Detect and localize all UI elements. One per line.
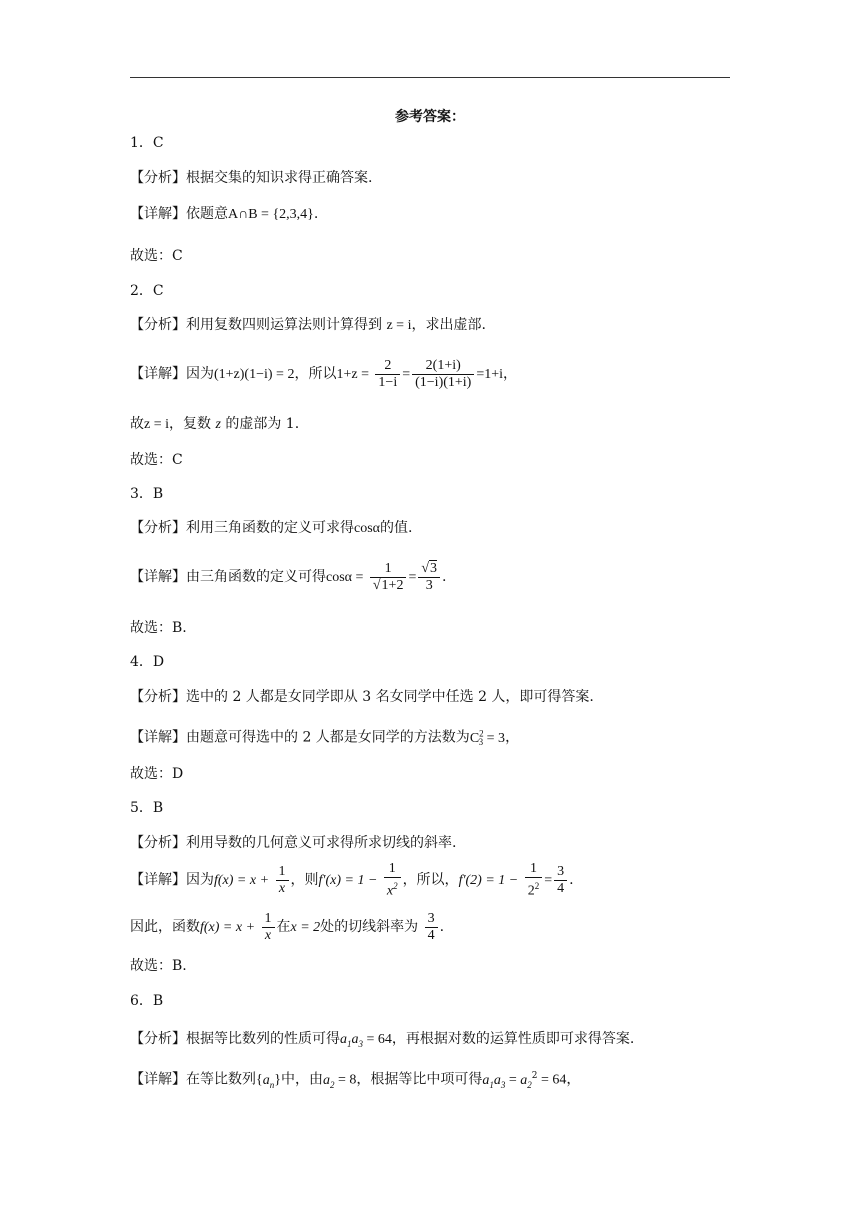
q5-detail-line2: 因此，函数f(x) = x + $\frac{1}{x}$ 在x = 2处的切线斜率为 $\frac{3}{4}$ . [130,910,445,943]
q2-choice: 故选：C [130,452,183,468]
q4-analysis: 【分析】选中的 2 人都是女同学即从 3 名女同学中任选 2 人，即可得答案. [130,689,594,705]
q2-number: 2．C [130,283,164,299]
q3-analysis: 【分析】利用三角函数的定义可求得cosα的值. [130,520,413,536]
q2-detail: 【详解】因为(1+z)(1−i) = 2，所以1+z = $\frac{2}{1-i}$ = $\frac{2(1+i)}{(1-i)(1+i)}$ =1+i， [130,357,518,390]
q4-choice: 故选：D [130,766,184,782]
q5-number: 5．B [130,800,164,816]
q4-detail: 【详解】由题意可得选中的 2 人都是女同学的方法数为$C^2_3 = 3$， [130,728,520,748]
q1-choice: 故选：C [130,248,183,264]
q6-number: 6．B [130,993,164,1009]
q3-detail: 【详解】由三角函数的定义可得cosα = $\frac{1}{√1+2}$ = $\frac{√3}{3}$ . [130,560,447,593]
q3-choice: 故选：B. [130,620,187,636]
q6-analysis: 【分析】根据等比数列的性质可得$a_1a_3 = 64$，再根据对数的运算性质即可求得答案. [130,1031,635,1049]
q5-choice: 故选：B. [130,958,187,974]
q3-frac2: $\frac{√3}{3}$ [418,561,440,594]
q3-number: 3．B [130,486,164,502]
q2-frac1: $\frac{2}{1-i}$ [375,358,400,391]
q2-frac2: $\frac{2(1+i)}{(1-i)(1+i)}$ [412,358,474,391]
q5-detail: 【详解】因为f(x) = x + $\frac{1}{x}$ ，则f′(x) = 1 − $\frac{1}{x^2}$ ，所以，f′(2) = 1 − $\frac{1}{2^2}$ = $\frac{3}{4}$ . [130,860,574,899]
q1-analysis: 【分析】根据交集的知识求得正确答案. [130,170,373,186]
page-title: 参考答案： [395,109,465,125]
q1-number: 1．C [130,135,164,151]
q6-detail: 【详解】在等比数列$\{a_n\}$中，由$a_2 = 8$，根据等比中项可得$a_1a_3 = a_2^2 = 64$， [130,1071,581,1090]
q1-detail: 【详解】依题意A∩B = {2,3,4}. [130,206,319,222]
q2-detail-line2: 故z = i，复数 z 的虚部为 1. [130,416,300,432]
header-rule [130,77,730,78]
q4-number: 4．D [130,654,165,670]
q2-analysis: 【分析】利用复数四则运算法则计算得到 z = i，求出虚部. [130,317,486,333]
q5-analysis: 【分析】利用导数的几何意义可求得所求切线的斜率. [130,835,457,851]
q3-frac1: $\frac{1}{√1+2}$ [370,561,407,594]
q1-expr: A∩B = {2,3,4} [228,207,314,222]
